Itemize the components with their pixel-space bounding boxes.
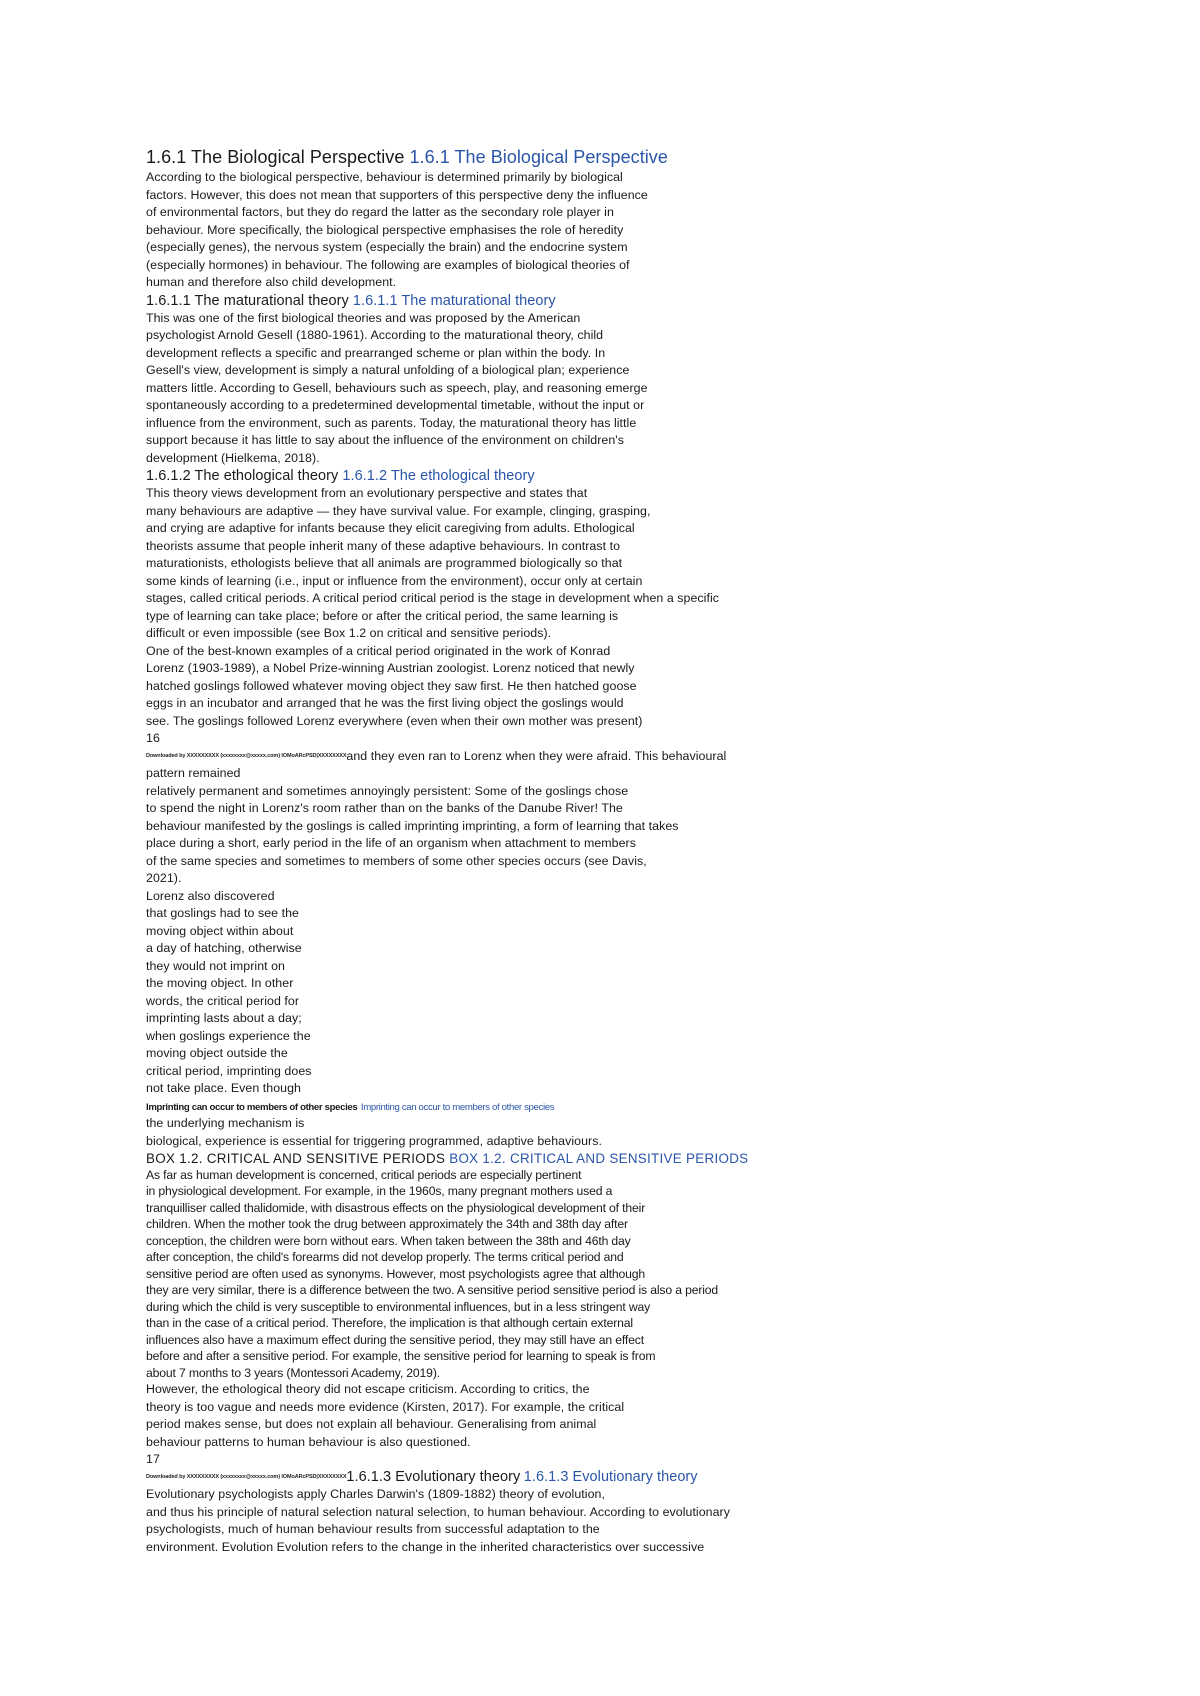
text-line: behaviour. More specifically, the biological perspective emphasises the role of heredity xyxy=(146,222,624,237)
subsection-heading: 1.6.1.3 Evolutionary theory xyxy=(346,1468,521,1485)
text-line: sensitive period are often used as synonyms. However, most psychologists agree that although xyxy=(146,1266,646,1281)
text-line: One of the best-known examples of a critical period originated in the work of Konrad xyxy=(146,643,611,658)
text-line: development reflects a specific and prearranged scheme or plan within the body. In xyxy=(146,345,606,360)
text-line: psychologists, much of human behaviour results from successful adaptation to the xyxy=(146,1522,600,1536)
text-line: spontaneously according to a predetermined developmental timetable, without the input or xyxy=(146,398,645,412)
text-line: behaviour patterns to human behaviour is also questioned. xyxy=(146,1434,471,1449)
margin-note-text: Imprinting can occur to members of other species xyxy=(146,1101,358,1113)
text-line: factors. However, this does not mean that supporters of this perspective deny the influence xyxy=(146,187,648,202)
text-line: see. The goslings followed Lorenz everywhere (even when their own mother was present) xyxy=(146,713,643,728)
margin-note xyxy=(146,1098,1046,1116)
text-line: tranquilliser called thalidomide, with disastrous effects on the physiological development of their xyxy=(146,1200,646,1215)
text-line: period makes sense, but does not explain all behaviour. Generalising from animal xyxy=(146,1417,597,1431)
text-line: before and after a sensitive period. For example, the sensitive period for learning to speak is from xyxy=(146,1349,656,1363)
text-line: of environmental factors, but they do regard the latter as the secondary role player in xyxy=(146,205,614,219)
page-break-line xyxy=(146,748,1046,766)
text-line: moving object within about xyxy=(146,923,294,938)
text-line: words, the critical period for xyxy=(146,993,300,1008)
text-line: of the same species and sometimes to members of some other species occurs (see Davis, xyxy=(146,853,647,868)
box-content xyxy=(146,1167,1046,1382)
page-number: 17 xyxy=(146,1452,160,1466)
text-line: about 7 months to 3 years (Montessori Academy, 2019). xyxy=(146,1365,440,1380)
text-line: influences also have a maximum effect during the sensitive period, they may still have an effect xyxy=(146,1332,644,1347)
text-line: (especially hormones) in behaviour. The following are examples of biological theories of xyxy=(146,257,630,272)
text-line: conception, the children were born without ears. When taken between the 38th and 46th day xyxy=(146,1233,631,1248)
text-line: Lorenz also discovered xyxy=(146,888,275,903)
text-line: pattern remained xyxy=(146,766,241,780)
text-line: human and therefore also child development. xyxy=(146,275,397,289)
paragraph xyxy=(146,765,1046,1098)
text-line: According to the biological perspective, behaviour is determined primarily by biological xyxy=(146,170,623,184)
heading-link[interactable]: 1.6.1.2 The ethological theory xyxy=(342,468,535,484)
text-line: However, the ethological theory did not escape criticism. According to critics, the xyxy=(146,1382,590,1396)
text-line: some kinds of learning (i.e., input or influence from the environment), occur only at certain xyxy=(146,573,643,588)
heading-link[interactable]: 1.6.1.3 Evolutionary theory xyxy=(523,1468,698,1485)
text-line: when goslings experience the xyxy=(146,1028,311,1043)
text-line: biological, experience is essential for triggering programmed, adaptive behaviours. xyxy=(146,1133,602,1148)
text-line: environment. Evolution Evolution refers to the change in the inherited characteristics over successive xyxy=(146,1539,705,1554)
text-line: theory is too vague and needs more evidence (Kirsten, 2017). For example, the critical xyxy=(146,1399,625,1414)
text-line: behaviour manifested by the goslings is called imprinting imprinting, a form of learning that takes xyxy=(146,818,679,833)
text-line: theorists assume that people inherit many of these adaptive behaviours. In contrast to xyxy=(146,538,621,553)
section-heading: 1.6.1 The Biological Perspective 1.6.1 The Biological Perspective xyxy=(146,147,668,167)
text-line: imprinting lasts about a day; xyxy=(146,1011,302,1025)
paragraph xyxy=(146,485,1046,730)
heading-link[interactable]: 1.6.1 The Biological Perspective xyxy=(409,147,668,167)
text-line: that goslings had to see the xyxy=(146,906,299,920)
text-line: This theory views development from an evolutionary perspective and states that xyxy=(146,486,588,500)
document-body xyxy=(146,146,1046,1556)
text-line: This was one of the first biological theories and was proposed by the American xyxy=(146,310,581,325)
text-line: and they even ran to Lorenz when they were afraid. This behavioural xyxy=(346,748,727,763)
text-line: in physiological development. For example, in the 1960s, many pregnant mothers used a xyxy=(146,1184,613,1198)
paragraph xyxy=(146,1486,1046,1556)
text-line: type of learning can take place; before or after the critical period, the same learning is xyxy=(146,608,619,623)
text-line: during which the child is very susceptible to environmental influences, but in a less stringent way xyxy=(146,1299,651,1314)
text-line: Evolutionary psychologists apply Charles Darwin's (1809-1882) theory of evolution, xyxy=(146,1487,605,1501)
subsection-heading: 1.6.1.1 The maturational theory 1.6.1.1 The maturational theory xyxy=(146,292,556,309)
text-line: influence from the environment, such as parents. Today, the maturational theory has little xyxy=(146,415,637,430)
paragraph xyxy=(146,1115,1046,1150)
text-line: hatched goslings followed whatever moving object they saw first. He then hatched goose xyxy=(146,678,637,693)
heading-link[interactable]: 1.6.1.1 The maturational theory xyxy=(352,292,556,309)
text-line: the moving object. In other xyxy=(146,976,294,990)
text-line: (especially genes), the nervous system (especially the brain) and the endocrine system xyxy=(146,240,628,254)
text-line: Lorenz (1903-1989), a Nobel Prize-winning Austrian zoologist. Lorenz noticed that newly xyxy=(146,661,635,675)
text-line: development (Hielkema, 2018). xyxy=(146,450,320,465)
text-line: moving object outside the xyxy=(146,1046,288,1060)
text-line: and thus his principle of natural selection natural selection, to human behaviour. According to evolutionary xyxy=(146,1504,730,1519)
text-line: not take place. Even though xyxy=(146,1081,301,1095)
text-line: 2021). xyxy=(146,871,182,885)
page-number: 16 xyxy=(146,731,160,745)
paragraph xyxy=(146,169,1046,292)
text-line: they are very similar, there is a difference between the two. A sensitive period sensitive period is also a period xyxy=(146,1283,719,1297)
text-line: difficult or even impossible (see Box 1.2 on critical and sensitive periods). xyxy=(146,626,552,640)
text-line: the underlying mechanism is xyxy=(146,1116,305,1130)
text-line: eggs in an incubator and arranged that he was the first living object the goslings would xyxy=(146,696,624,710)
text-line: As far as human development is concerned, critical periods are especially pertinent xyxy=(146,1167,582,1182)
text-line: children. When the mother took the drug between approximately the 34th and 38th day after xyxy=(146,1217,628,1231)
text-line: maturationists, ethologists believe that all animals are programmed biologically so that xyxy=(146,556,623,570)
text-line: after conception, the child's forearms did not develop properly. The terms critical period and xyxy=(146,1250,624,1264)
text-line: than in the case of a critical period. Therefore, the implication is that although certain external xyxy=(146,1316,633,1330)
paragraph xyxy=(146,310,1046,468)
paragraph xyxy=(146,1381,1046,1451)
text-line: they would not imprint on xyxy=(146,958,285,973)
text-line: a day of hatching, otherwise xyxy=(146,941,302,955)
page-break-line xyxy=(146,1469,1046,1487)
text-line: and crying are adaptive for infants because they elicit caregiving from adults. Ethological xyxy=(146,521,635,535)
text-line: place during a short, early period in the life of an organism when attachment to members xyxy=(146,836,636,850)
text-line: support because it has little to say about the influence of the environment on children's xyxy=(146,433,624,447)
heading-link[interactable]: BOX 1.2. CRITICAL AND SENSITIVE PERIODS xyxy=(449,1151,749,1166)
text-line: relatively permanent and sometimes annoyingly persistent: Some of the goslings chose xyxy=(146,783,629,798)
text-line: stages, called critical periods. A critical period critical period is the stage in development when a specific xyxy=(146,591,719,605)
download-watermark: Downloaded by XXXXXXXXX (xxxxxxxx@xxxxx.com) lOMoARcPSD|XXXXXXXX xyxy=(146,1473,347,1480)
text-line: psychologist Arnold Gesell (1880-1961). According to the maturational theory, child xyxy=(146,328,604,342)
margin-note-link[interactable]: Imprinting can occur to members of other species xyxy=(360,1101,555,1113)
text-line: critical period, imprinting does xyxy=(146,1063,312,1078)
download-watermark: Downloaded by XXXXXXXXX (xxxxxxxx@xxxxx.com) lOMoARcPSD|XXXXXXXX xyxy=(146,752,347,759)
subsection-heading: 1.6.1.2 The ethological theory 1.6.1.2 The ethological theory xyxy=(146,468,535,484)
box-heading: BOX 1.2. CRITICAL AND SENSITIVE PERIODS BOX 1.2. CRITICAL AND SENSITIVE PERIODS xyxy=(146,1151,749,1166)
text-line: many behaviours are adaptive — they have survival value. For example, clinging, grasping, xyxy=(146,503,651,518)
text-line: to spend the night in Lorenz's room rather than on the banks of the Danube River! The xyxy=(146,801,623,815)
text-line: Gesell's view, development is simply a natural unfolding of a biological plan; experience xyxy=(146,363,630,377)
text-line: matters little. According to Gesell, behaviours such as speech, play, and reasoning emerge xyxy=(146,380,648,395)
